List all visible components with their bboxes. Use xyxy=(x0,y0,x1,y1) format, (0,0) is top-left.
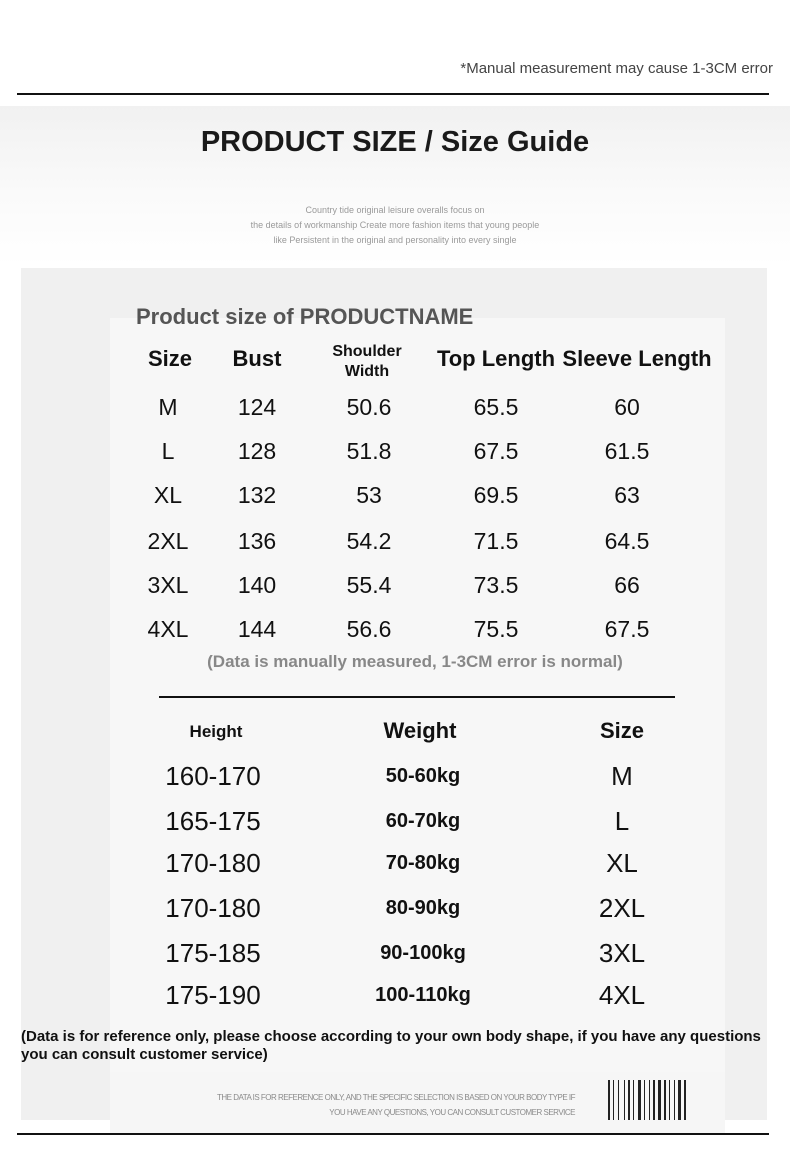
fit-cell-size: L xyxy=(614,806,630,836)
barcode-bar xyxy=(628,1080,630,1120)
fit-cell-size: 2XL xyxy=(598,893,646,923)
fit-cell-weight: 90-100kg xyxy=(380,942,466,964)
barcode-icon xyxy=(608,1080,696,1120)
measurement-note: *Manual measurement may cause 1-3CM error xyxy=(460,60,773,77)
page-title: PRODUCT SIZE / Size Guide xyxy=(200,126,590,158)
size-cell-sleeve-length: 66 xyxy=(614,572,640,598)
size-cell-top-length: 69.5 xyxy=(473,482,519,508)
size-cell-sleeve-length: 67.5 xyxy=(604,616,650,642)
barcode-bar xyxy=(608,1080,610,1120)
col-header-sleeve-length: Sleeve Length xyxy=(562,346,712,371)
size-cell-sleeve-length: 63 xyxy=(614,482,640,508)
col-header-bust: Bust xyxy=(232,346,282,371)
size-cell-size: 2XL xyxy=(147,528,189,554)
fit-header-size: Size xyxy=(599,718,645,743)
size-cell-size: M xyxy=(158,394,178,420)
fit-cell-height: 175-185 xyxy=(165,938,261,968)
bottom-divider xyxy=(17,1133,769,1135)
fit-cell-height: 170-180 xyxy=(165,893,261,923)
fit-cell-height: 160-170 xyxy=(165,761,261,791)
tagline-line-1: Country tide original leisure overalls focus on xyxy=(305,205,485,215)
size-cell-bust: 140 xyxy=(237,572,277,598)
size-cell-shoulder-width: 56.6 xyxy=(346,616,392,642)
fit-cell-height: 170-180 xyxy=(165,848,261,878)
size-cell-shoulder-width: 51.8 xyxy=(346,438,392,464)
size-cell-sleeve-length: 61.5 xyxy=(604,438,650,464)
barcode-bar xyxy=(664,1080,666,1120)
fit-header-weight: Weight xyxy=(383,718,457,743)
fit-cell-height: 165-175 xyxy=(165,806,261,836)
barcode-bar xyxy=(678,1080,681,1120)
fit-cell-weight: 50-60kg xyxy=(385,765,461,787)
size-cell-shoulder-width: 50.6 xyxy=(346,394,392,420)
size-cell-sleeve-length: 60 xyxy=(614,394,640,420)
fit-cell-weight: 60-70kg xyxy=(385,810,461,832)
fit-cell-weight: 100-110kg xyxy=(375,984,471,1006)
barcode-bar xyxy=(674,1080,675,1120)
size-cell-top-length: 73.5 xyxy=(473,572,519,598)
size-cell-shoulder-width: 54.2 xyxy=(346,528,392,554)
barcode-bar xyxy=(684,1080,686,1120)
fit-cell-height: 175-190 xyxy=(165,980,261,1010)
barcode-bar xyxy=(658,1080,661,1120)
fit-cell-weight: 70-80kg xyxy=(385,852,461,874)
top-divider xyxy=(17,93,769,95)
fine-print-line-2: YOU HAVE ANY QUESTIONS, YOU CAN CONSULT CUSTOMER SERVICE xyxy=(329,1108,575,1117)
tagline-line-2: the details of workmanship Create more fashion items that young people xyxy=(250,220,540,230)
size-cell-size: XL xyxy=(153,482,183,508)
tagline-line-3: like Persistent in the original and personality into every single xyxy=(273,235,517,245)
size-cell-bust: 124 xyxy=(237,394,277,420)
barcode-bar xyxy=(653,1080,655,1120)
size-cell-shoulder-width: 55.4 xyxy=(346,572,392,598)
fit-cell-size: M xyxy=(611,761,633,791)
fit-cell-size: XL xyxy=(606,848,638,878)
section-divider xyxy=(159,696,675,698)
barcode-bar xyxy=(618,1080,619,1120)
barcode-bar xyxy=(638,1080,641,1120)
size-cell-bust: 136 xyxy=(237,528,277,554)
col-header-size: Size xyxy=(147,346,193,371)
size-cell-top-length: 71.5 xyxy=(473,528,519,554)
size-chart-note: (Data is manually measured, 1-3CM error is normal) xyxy=(207,652,623,671)
size-cell-bust: 128 xyxy=(237,438,277,464)
barcode-bar xyxy=(613,1080,614,1120)
barcode-bar xyxy=(669,1080,670,1120)
size-cell-top-length: 67.5 xyxy=(473,438,519,464)
barcode-bar xyxy=(624,1080,625,1120)
size-cell-sleeve-length: 64.5 xyxy=(604,528,650,554)
barcode-bar xyxy=(649,1080,650,1120)
col-header-top-length: Top Length xyxy=(436,346,556,371)
size-cell-top-length: 75.5 xyxy=(473,616,519,642)
barcode-bar xyxy=(644,1080,645,1120)
fine-print-line-1: THE DATA IS FOR REFERENCE ONLY, AND THE SPECIFIC SELECTION IS BASED ON YOUR BODY TYPE IF xyxy=(216,1093,575,1102)
size-chart-title: Product size of PRODUCTNAME xyxy=(136,304,474,329)
size-cell-bust: 144 xyxy=(237,616,277,642)
fit-cell-weight: 80-90kg xyxy=(385,897,461,919)
fit-header-height: Height xyxy=(189,722,243,741)
size-cell-size: 3XL xyxy=(147,572,189,598)
col-header-width: Width xyxy=(344,363,390,380)
fit-cell-size: 3XL xyxy=(598,938,646,968)
size-cell-shoulder-width: 53 xyxy=(356,482,382,508)
fit-cell-size: 4XL xyxy=(598,980,646,1010)
reference-footnote: (Data is for reference only, please choose according to your own body shape, if you have any questions you can consult customer service) xyxy=(21,1028,761,1063)
col-header-shoulder: Shoulder xyxy=(332,343,402,360)
size-cell-top-length: 65.5 xyxy=(473,394,519,420)
size-cell-size: 4XL xyxy=(147,616,189,642)
size-cell-bust: 132 xyxy=(237,482,277,508)
size-cell-size: L xyxy=(161,438,175,464)
barcode-bar xyxy=(633,1080,634,1120)
